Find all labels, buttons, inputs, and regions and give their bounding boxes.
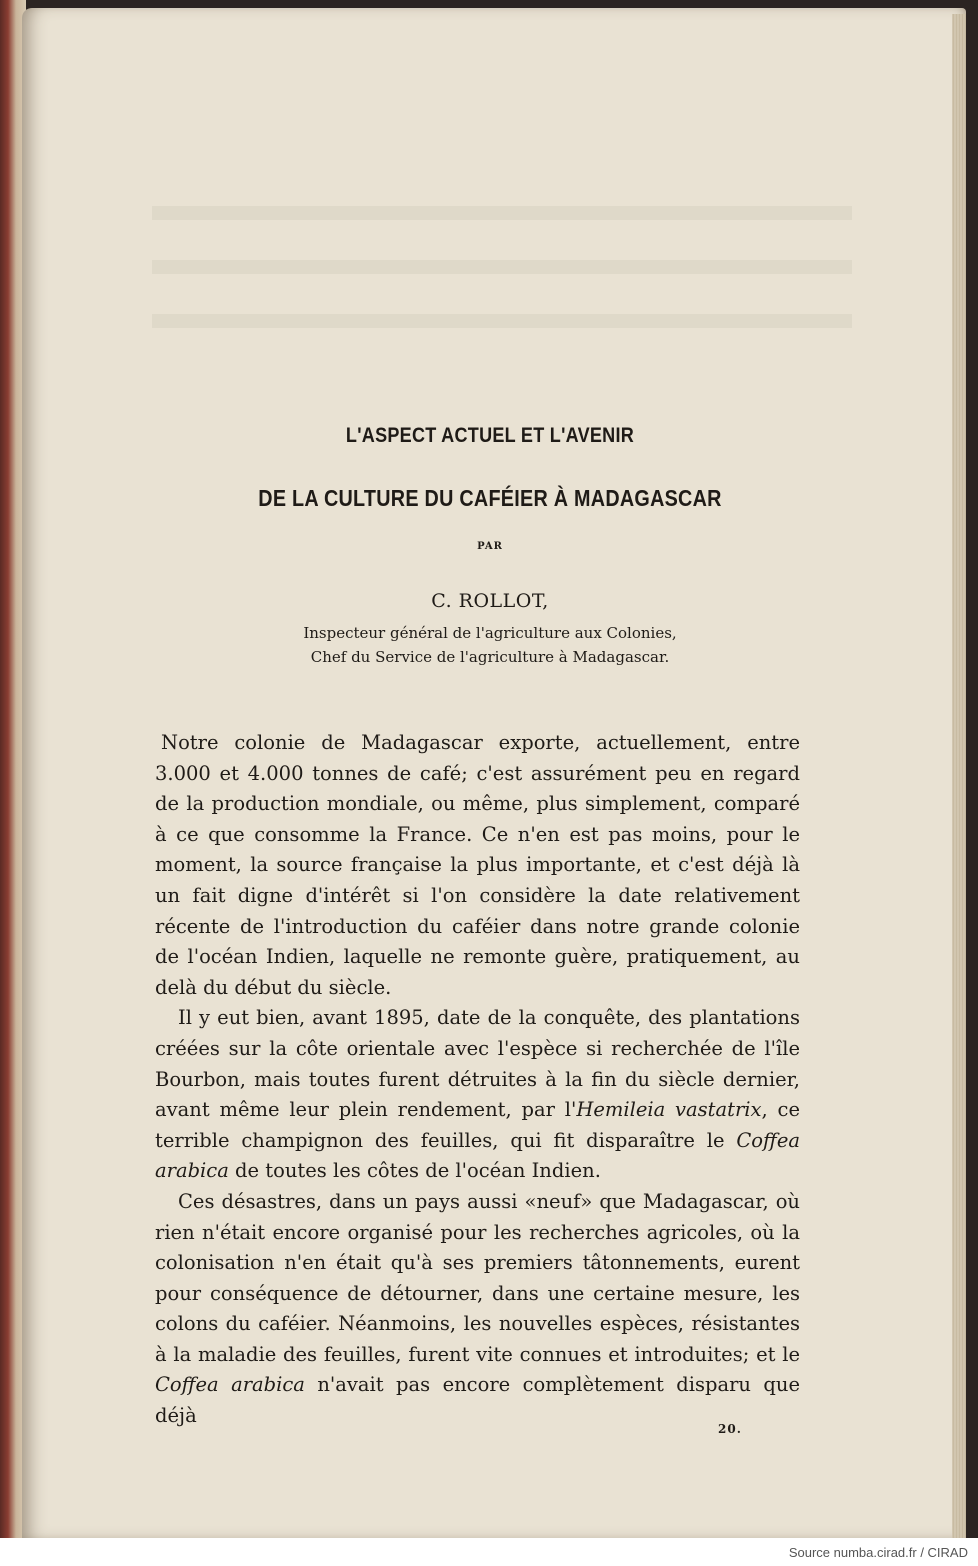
author-affiliation-line-1: Inspecteur général de l'agriculture aux Colonies,	[303, 624, 677, 642]
paragraph-3-text: n'avait pas encore complètement disparu que déjà	[155, 1373, 800, 1428]
paragraph-2-text: Il y eut bien, avant 1895, date de la conquête, des plantations créées sur la côte orientale avec l'espèce si recherchée de l'île Bourbon, mais toutes furent détruites à la fin du siècle dernier, avant même leur plein rendement, par l'	[155, 1006, 800, 1122]
paragraph-2	[155, 1003, 800, 1187]
species-name: Hemileia vastatrix	[576, 1098, 762, 1122]
paragraph-3	[155, 1187, 800, 1432]
species-name: Coffea arabica	[155, 1373, 305, 1397]
species-name: Coffea arabica	[155, 1128, 800, 1183]
paragraph-1: Notre colonie de Madagascar exporte, actuellement, entre 3.000 et 4.000 tonnes de café; c'est assurément peu en regard de la production mondiale, ou même, plus simplement, comparé à ce que consomme la France. Ce n'en est pas moins, pour le moment, la source française la plus importante, et c'est déjà là un fait digne d'intérêt si l'on considère la date relativement récente de l'introduction du caféier dans notre grande colonie de l'océan Indien, laquelle ne remonte guère, pratiquement, au delà du début du siècle.	[155, 731, 800, 999]
article-body	[155, 728, 800, 1432]
source-credit: Source numba.cirad.fr / CIRAD	[788, 1545, 968, 1560]
page-number: 20.	[718, 1422, 742, 1436]
author-affiliation-line-2: Chef du Service de l'agriculture à Madagascar.	[310, 648, 670, 666]
article-title-line-2: DE LA CULTURE DU CAFÉIER À MADAGASCAR	[258, 485, 722, 511]
paragraph-2-text: , ce terrible champignon des feuilles, qui fit disparaître le	[155, 1098, 800, 1152]
paragraph-2-text: de toutes les côtes de l'océan Indien.	[228, 1159, 601, 1183]
author-name: C. ROLLOT,	[431, 590, 549, 612]
paragraph-3-text: Ces désastres, dans un pays aussi «neuf» que Madagascar, où rien n'était encore organisé pour les recherches agricoles, où la colonisation n'en était qu'à ses premiers tâtonnements, eurent pour conséquence de détourner, dans une certaine mesure, les colons du caféier. Néanmoins, les nouvelles espèces, résistantes à la maladie des feuilles, furent vite connues et introduites; et le	[155, 1189, 800, 1366]
byline-par: PAR	[477, 541, 503, 552]
article-title-line-1: L'ASPECT ACTUEL ET L'AVENIR	[345, 424, 635, 447]
